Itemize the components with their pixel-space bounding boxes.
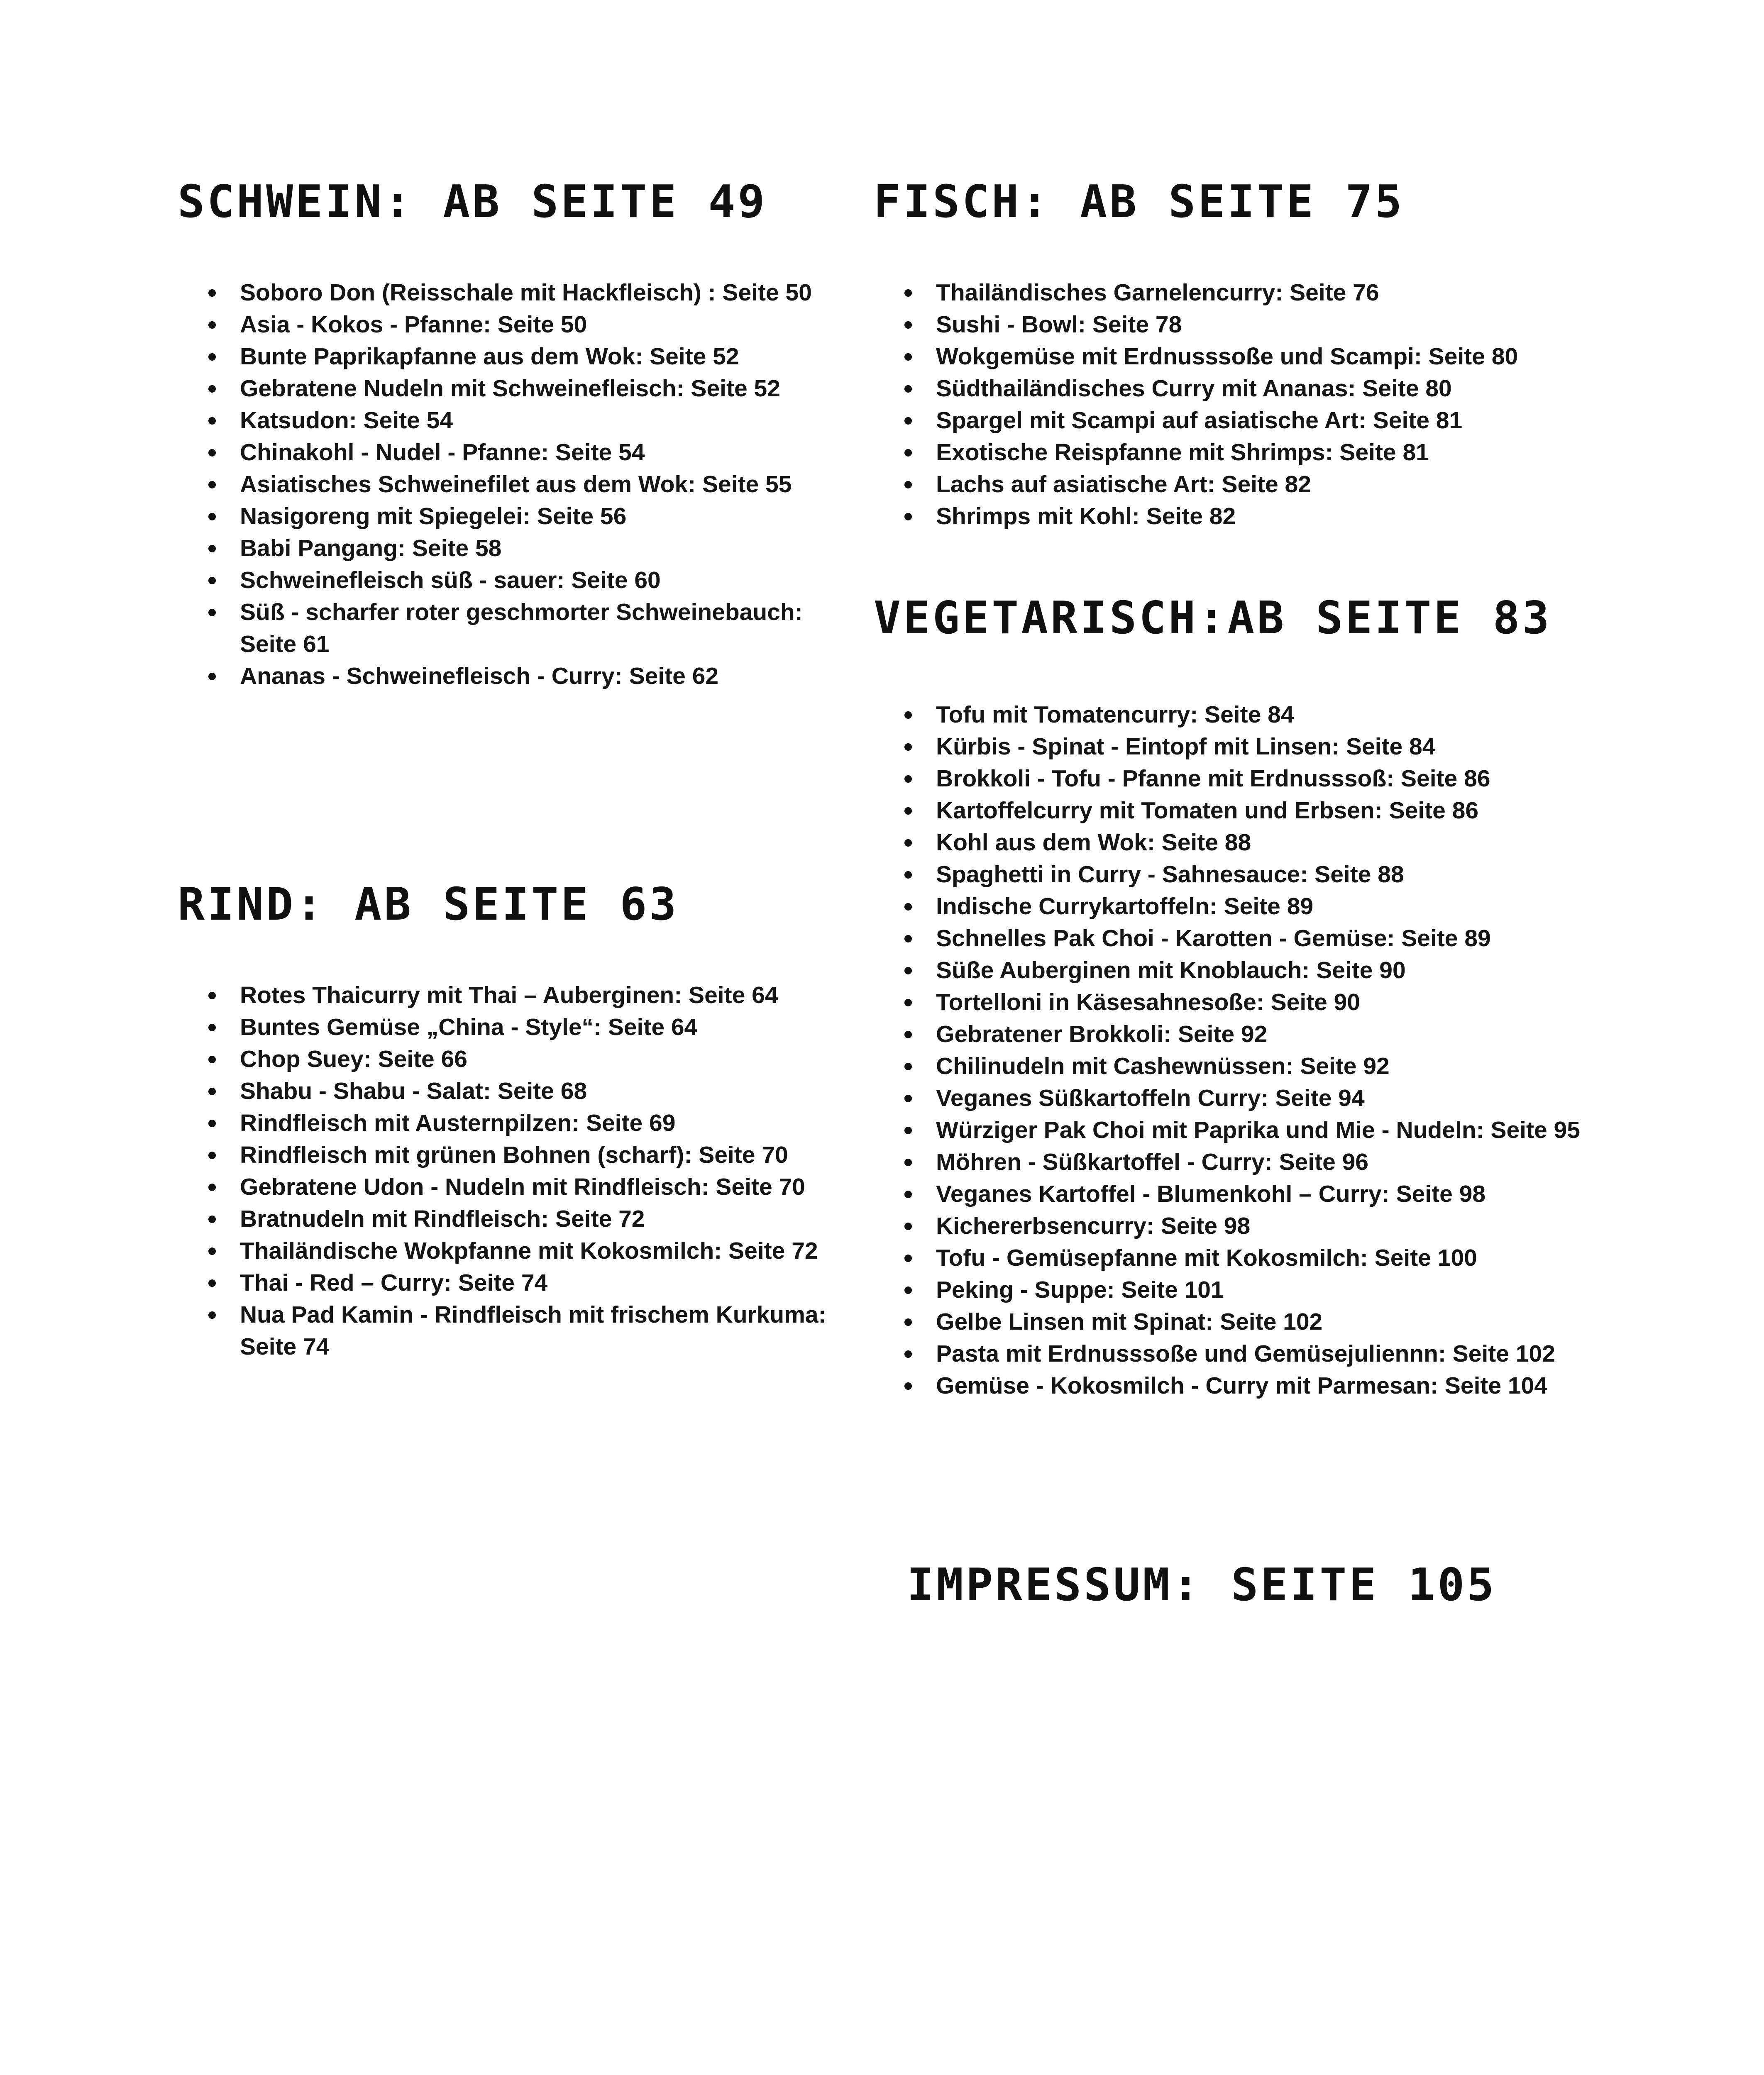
list-item: Südthailändisches Curry mit Ananas: Seite 80 [874, 373, 1683, 405]
list-item: Tortelloni in Käsesahnesoße: Seite 90 [874, 986, 1683, 1018]
section-fisch [874, 176, 1683, 532]
list-item: Soboro Don (Reisschale mit Hackfleisch) : Seite 50 [178, 277, 862, 309]
list-item: Süß - scharfer roter geschmorter Schweinebauch: Seite 61 [178, 596, 862, 660]
list-item: Asia - Kokos - Pfanne: Seite 50 [178, 309, 862, 341]
list-item: Rindfleisch mit grünen Bohnen (scharf): Seite 70 [178, 1139, 862, 1171]
list-item: Peking - Suppe: Seite 101 [874, 1274, 1683, 1306]
list-item: Schnelles Pak Choi - Karotten - Gemüse: Seite 89 [874, 923, 1683, 954]
section-impressum [907, 1560, 1654, 1611]
list-item: Veganes Kartoffel - Blumenkohl – Curry: Seite 98 [874, 1178, 1683, 1210]
section-heading-impressum: IMPRESSUM: SEITE 105 [907, 1559, 1497, 1611]
list-item: Spaghetti in Curry - Sahnesauce: Seite 88 [874, 859, 1683, 891]
recipe-list-fisch [874, 277, 1683, 532]
list-item: Kartoffelcurry mit Tomaten und Erbsen: Seite 86 [874, 795, 1683, 827]
list-item: Chilinudeln mit Cashewnüssen: Seite 92 [874, 1050, 1683, 1082]
list-item: Thailändisches Garnelencurry: Seite 76 [874, 277, 1683, 309]
list-item: Katsudon: Seite 54 [178, 405, 862, 437]
list-item: Gebratener Brokkoli: Seite 92 [874, 1018, 1683, 1050]
list-item: Indische Currykartoffeln: Seite 89 [874, 891, 1683, 923]
list-item: Wokgemüse mit Erdnusssoße und Scampi: Seite 80 [874, 341, 1683, 373]
section-schwein [178, 176, 862, 692]
list-item: Tofu - Gemüsepfanne mit Kokosmilch: Seite 100 [874, 1242, 1683, 1274]
list-item: Babi Pangang: Seite 58 [178, 532, 862, 564]
list-item: Pasta mit Erdnusssoße und Gemüsejuliennn: Seite 102 [874, 1338, 1683, 1370]
list-item: Chinakohl - Nudel - Pfanne: Seite 54 [178, 437, 862, 469]
list-item: Spargel mit Scampi auf asiatische Art: Seite 81 [874, 405, 1683, 437]
list-item: Nasigoreng mit Spiegelei: Seite 56 [178, 500, 862, 532]
section-heading-fisch: FISCH: AB SEITE 75 [874, 176, 1405, 228]
list-item: Kohl aus dem Wok: Seite 88 [874, 827, 1683, 859]
recipe-list-vegetarisch [874, 699, 1683, 1402]
list-item: Süße Auberginen mit Knoblauch: Seite 90 [874, 954, 1683, 986]
list-item: Chop Suey: Seite 66 [178, 1043, 862, 1075]
list-item: Lachs auf asiatische Art: Seite 82 [874, 469, 1683, 500]
list-item: Exotische Reispfanne mit Shrimps: Seite 81 [874, 437, 1683, 469]
list-item: Kürbis - Spinat - Eintopf mit Linsen: Seite 84 [874, 731, 1683, 763]
list-item: Thai - Red – Curry: Seite 74 [178, 1267, 862, 1299]
list-item: Kichererbsencurry: Seite 98 [874, 1210, 1683, 1242]
list-item: Shabu - Shabu - Salat: Seite 68 [178, 1075, 862, 1107]
list-item: Ananas - Schweinefleisch - Curry: Seite 62 [178, 660, 862, 692]
list-item: Veganes Süßkartoffeln Curry: Seite 94 [874, 1082, 1683, 1114]
section-heading-schwein: SCHWEIN: AB SEITE 49 [178, 176, 767, 228]
list-item: Würziger Pak Choi mit Paprika und Mie - Nudeln: Seite 95 [874, 1114, 1683, 1146]
list-item: Rotes Thaicurry mit Thai – Auberginen: Seite 64 [178, 979, 862, 1011]
section-vegetarisch [874, 593, 1683, 1402]
list-item: Sushi - Bowl: Seite 78 [874, 309, 1683, 341]
list-item: Gelbe Linsen mit Spinat: Seite 102 [874, 1306, 1683, 1338]
list-item: Schweinefleisch süß - sauer: Seite 60 [178, 564, 862, 596]
recipe-list-rind [178, 979, 862, 1363]
list-item: Möhren - Süßkartoffel - Curry: Seite 96 [874, 1146, 1683, 1178]
section-rind [178, 879, 862, 1363]
list-item: Bunte Paprikapfanne aus dem Wok: Seite 52 [178, 341, 862, 373]
list-item: Brokkoli - Tofu - Pfanne mit Erdnusssoß: Seite 86 [874, 763, 1683, 795]
section-heading-rind: RIND: AB SEITE 63 [178, 879, 679, 930]
list-item: Rindfleisch mit Austernpilzen: Seite 69 [178, 1107, 862, 1139]
list-item: Tofu mit Tomatencurry: Seite 84 [874, 699, 1683, 731]
list-item: Gebratene Nudeln mit Schweinefleisch: Seite 52 [178, 373, 862, 405]
list-item: Shrimps mit Kohl: Seite 82 [874, 500, 1683, 532]
recipe-list-schwein [178, 277, 862, 692]
section-heading-vegetarisch: VEGETARISCH:AB SEITE 83 [874, 592, 1552, 644]
list-item: Buntes Gemüse „China - Style“: Seite 64 [178, 1011, 862, 1043]
list-item: Thailändische Wokpfanne mit Kokosmilch: Seite 72 [178, 1235, 862, 1267]
list-item: Asiatisches Schweinefilet aus dem Wok: Seite 55 [178, 469, 862, 500]
list-item: Gemüse - Kokosmilch - Curry mit Parmesan: Seite 104 [874, 1370, 1683, 1402]
list-item: Gebratene Udon - Nudeln mit Rindfleisch: Seite 70 [178, 1171, 862, 1203]
list-item: Nua Pad Kamin - Rindfleisch mit frischem Kurkuma: Seite 74 [178, 1299, 862, 1363]
list-item: Bratnudeln mit Rindfleisch: Seite 72 [178, 1203, 862, 1235]
